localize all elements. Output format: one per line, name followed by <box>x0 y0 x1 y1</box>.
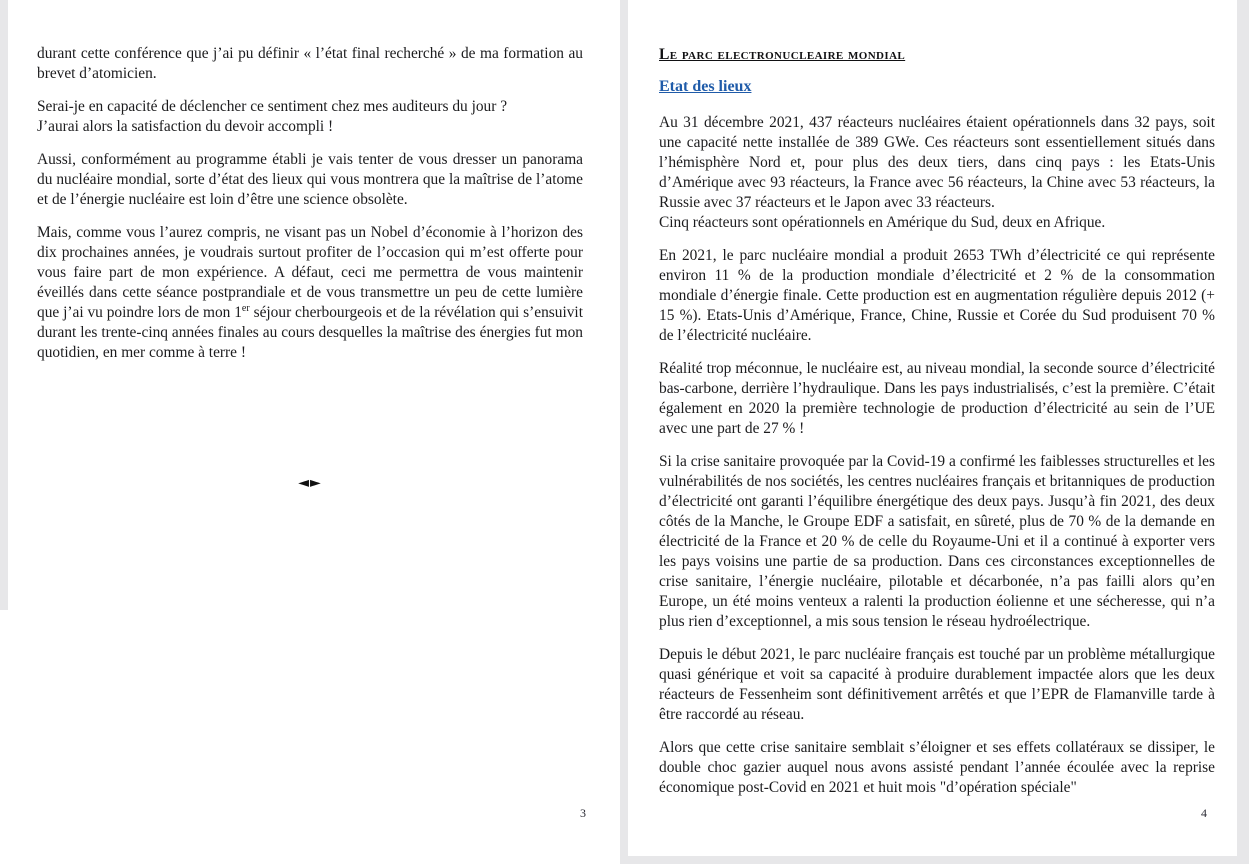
paragraph <box>37 223 583 363</box>
section-title: Le parc electronucleaire mondial <box>659 46 906 63</box>
paragraph: Alors que cette crise sanitaire semblait s’éloigner et ses effets collatéraux se dissiper, le double choc gazier auquel nous avons assisté pendant l’année écoulée avec la reprise économique post-Covid en 2021 et huit mois "d’opération spéciale" <box>659 739 1215 796</box>
paragraph: Au 31 décembre 2021, 437 réacteurs nucléaires étaient opérationnels dans 32 pays, soit une capacité nette installée de 389 GWe. Ces réacteurs sont essentiellement situés dans l’hémisphère Nord et, pour plus des deux tiers, dans cinq pays : les Etats-Unis d’Amérique avec 93 réacteurs, la France avec 56 réacteurs, la Chine avec 53 réacteurs, la Russie avec 37 réacteurs et le Japon avec 33 réacteurs. <box>659 114 1215 211</box>
paragraph: Si la crise sanitaire provoquée par la Covid-19 a confirmé les faiblesses structurelles et les vulnérabilités de nos sociétés, les centres nucléaires français et britanniques de production d’électricité ont garanti l’équilibre énergétique des deux pays. Jusqu’à fin 2021, des deux côtés de la Manche, le Groupe EDF a satisfait, en sûreté, plus de 70 % de la demande en électricité de la France et 20 % de celle du Royaume-Uni et il a continué à exporter vers les pays voisins une partie de sa production. Dans ces circonstances exceptionnelles de crise sanitaire, l’énergie nucléaire, pilotable et décarbonée, n’a pas failli alors qu’en Europe, un été moins venteux a ralenti la production éolienne et une sécheresse, qui n’a plus rien d’exceptionnel, a mis sous tension le réseau hydroélectrique. <box>659 453 1215 630</box>
ordinal-superscript: er <box>241 302 250 314</box>
paragraph: Réalité trop méconnue, le nucléaire est, au niveau mondial, la seconde source d’électricité bas-carbone, derrière l’hydraulique. Dans les pays industrialisés, c’est la première. C’était également en 2020 la première technologie de production d’électricité au sein de l’UE avec une part de 27 % ! <box>659 360 1215 437</box>
page-margin-strip-left <box>0 0 8 610</box>
section-divider-arrows-icon: ◄► <box>298 475 322 491</box>
page-number: 3 <box>580 806 586 820</box>
paragraph: Aussi, conformément au programme établi je vais tenter de vous dresser un panorama du nucléaire mondial, sorte d’état des lieux qui vous montrera que la maîtrise de l’atome et de l’énergie nucléaire est loin d’être une science obsolète. <box>37 151 583 208</box>
text-run: séjour cherbourgeois et de la révélation qui s’ensuivit durant les trente-cinq années finales au cours desquelles la maîtrise des énergies fut mon quotidien, en mer comme à terre ! <box>37 304 583 361</box>
paragraph <box>37 97 583 137</box>
subsection-title: Etat des lieux <box>659 78 752 95</box>
text-line: J’aurai alors la satisfaction du devoir accompli ! <box>37 118 334 135</box>
paragraph: En 2021, le parc nucléaire mondial a produit 2653 TWh d’électricité ce qui représente environ 11 % de la production mondiale d’électricité et 2 % de la consommation mondiale d’énergie finale. Cette production est en augmentation régulière depuis 2012 (+ 15 %). Etats-Unis d’Amérique, France, Chine, Russie et Corée du Sud produisent 70 % de l’électricité nucléaire. <box>659 247 1215 344</box>
document-page-3 <box>8 0 620 864</box>
page-backdrop <box>620 0 1249 864</box>
page-number: 4 <box>1201 806 1207 820</box>
paragraph: durant cette conférence que j’ai pu définir « l’état final recherché » de ma formation au brevet d’atomicien. <box>37 45 583 82</box>
document-page-4 <box>628 0 1237 856</box>
paragraph: Cinq réacteurs sont opérationnels en Amérique du Sud, deux en Afrique. <box>659 214 1106 231</box>
text-run: Mais, comme vous l’aurez compris, ne visant pas un Nobel d’économie à l’horizon des dix prochaines années, je voudrais surtout profiter de l’occasion qui m’est offerte pour vous faire part de mon expérience. A défaut, ceci me permettra de vous maintenir éveillés dans cette séance postprandiale et de vous transmettre un peu de cette lumière que j’ai vu poindre lors de mon 1 <box>37 224 583 321</box>
paragraph: Depuis le début 2021, le parc nucléaire français est touché par un problème métallurgique quasi générique et voit sa capacité à produire durablement impactée alors que les deux réacteurs de Fessenheim sont définitivement arrêtés et que l’EPR de Flamanville tarde à être raccordé au réseau. <box>659 646 1215 723</box>
text-line: Serai-je en capacité de déclencher ce sentiment chez mes auditeurs du jour ? <box>37 98 508 115</box>
